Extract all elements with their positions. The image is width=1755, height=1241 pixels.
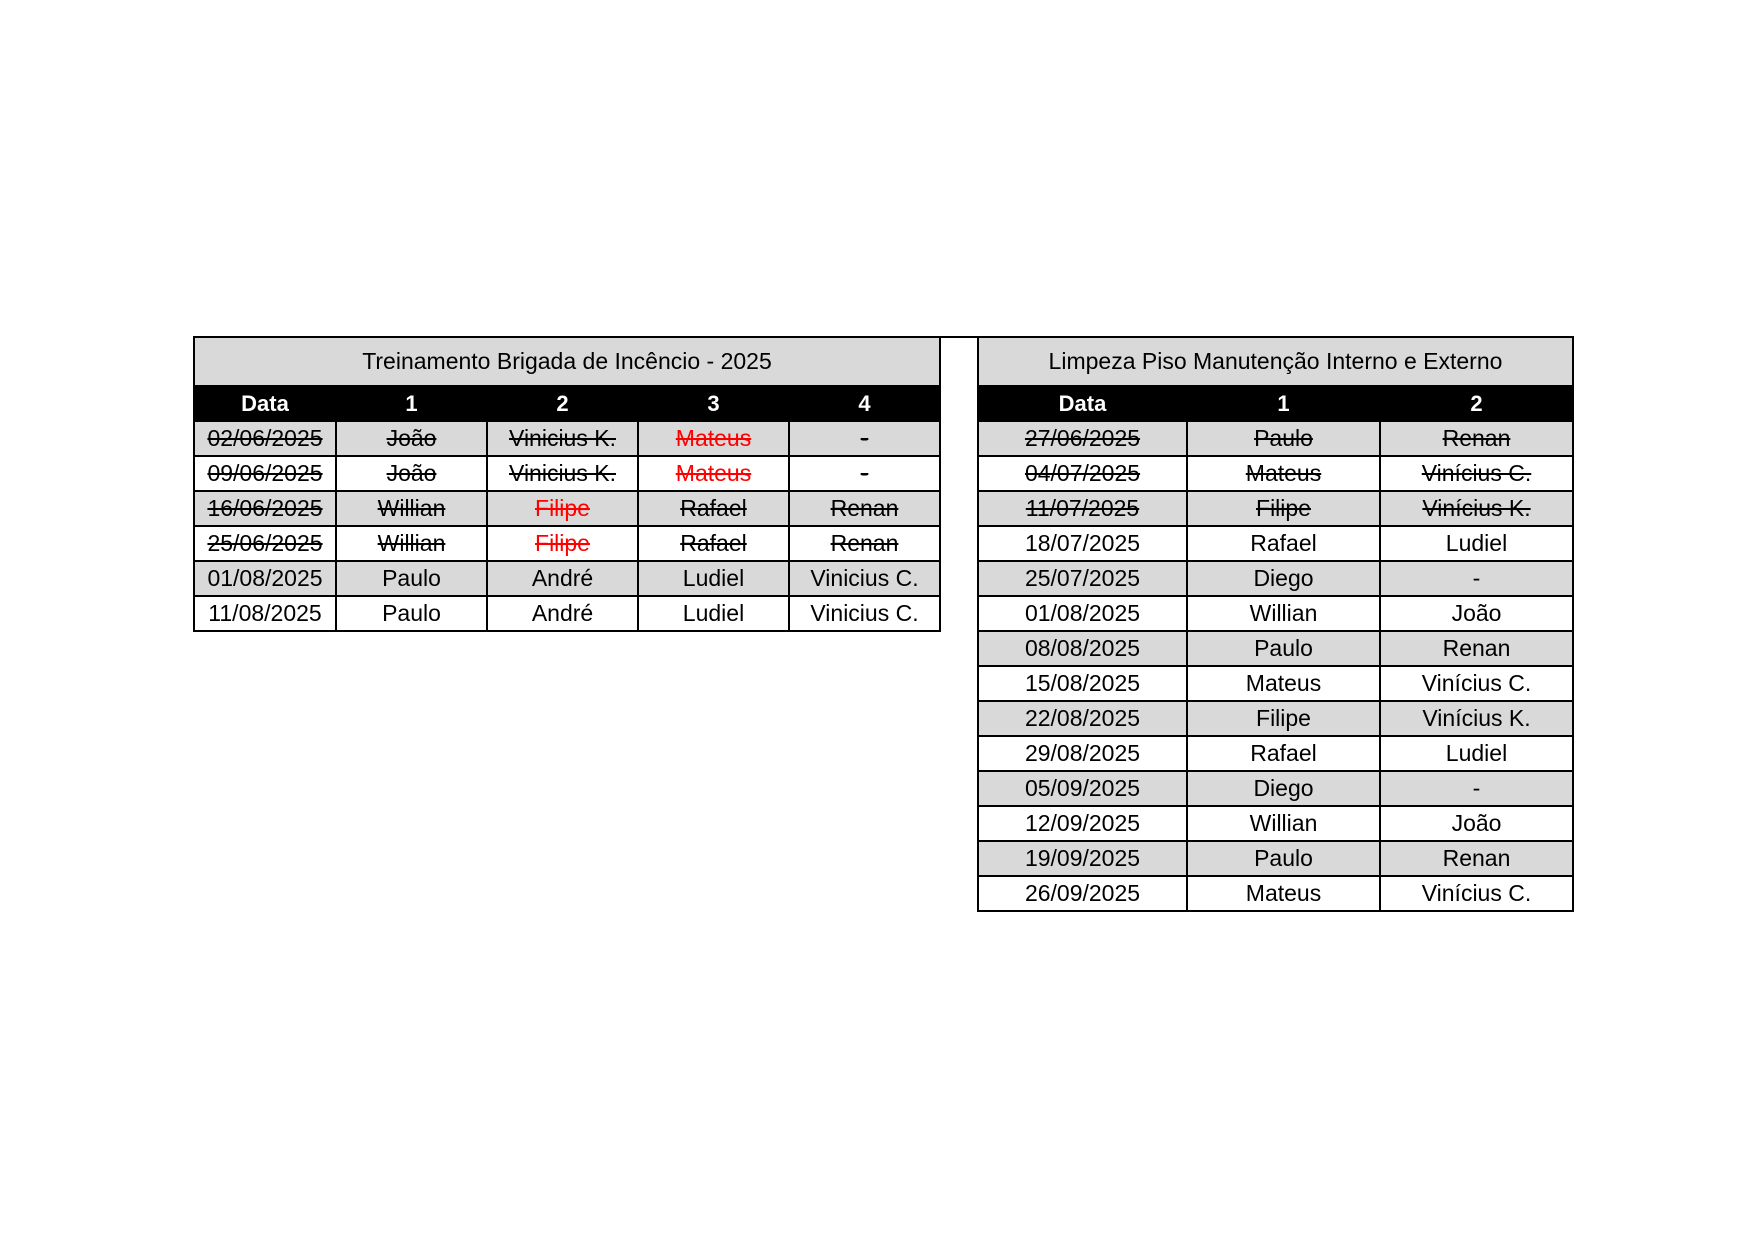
- date-cell: [978, 421, 1187, 456]
- date-cell: [194, 491, 336, 526]
- name-cell: [1187, 876, 1380, 911]
- name-text: Diego: [1253, 775, 1314, 801]
- floor-cleaning-table: [977, 336, 1574, 912]
- date-cell: [978, 526, 1187, 561]
- date-cell: [194, 561, 336, 596]
- date-cell: [194, 596, 336, 631]
- name-text: Ludiel: [1445, 740, 1508, 766]
- name-text: Ludiel: [682, 565, 745, 591]
- name-text: Paulo: [1254, 845, 1313, 871]
- name-text: Filipe: [535, 530, 590, 556]
- name-text: Vinicius C.: [810, 565, 919, 591]
- date-cell: [978, 456, 1187, 491]
- name-cell: [1187, 491, 1380, 526]
- name-cell: [487, 421, 638, 456]
- name-cell: [1380, 526, 1573, 561]
- name-text: André: [531, 565, 594, 591]
- name-cell: [1380, 841, 1573, 876]
- table-row: [978, 491, 1573, 526]
- name-cell: [1187, 421, 1380, 456]
- name-cell: [638, 596, 789, 631]
- date-cell: [978, 631, 1187, 666]
- name-text: Filipe: [1256, 705, 1311, 731]
- date-cell: [194, 456, 336, 491]
- date-cell: [194, 421, 336, 456]
- name-cell: [638, 421, 789, 456]
- date-text: 04/07/2025: [1024, 460, 1141, 486]
- name-text: Mateus: [1245, 880, 1322, 906]
- date-cell: [978, 771, 1187, 806]
- column-header-date: Data: [194, 386, 336, 421]
- date-text: 02/06/2025: [207, 425, 323, 451]
- table-row: [978, 631, 1573, 666]
- header-row: [978, 386, 1573, 421]
- name-cell: [1380, 491, 1573, 526]
- name-cell: [1380, 736, 1573, 771]
- name-text: Vinícius C.: [1421, 670, 1532, 696]
- date-text: 15/08/2025: [1024, 670, 1141, 696]
- table-row: [978, 666, 1573, 701]
- column-header-2: 2: [487, 386, 638, 421]
- table-row: [978, 876, 1573, 911]
- brigade-training-table: [193, 336, 941, 632]
- name-text: Paulo: [382, 600, 441, 626]
- name-text: Mateus: [675, 425, 752, 451]
- column-header-3: 3: [638, 386, 789, 421]
- date-cell: [978, 876, 1187, 911]
- name-cell: [1380, 596, 1573, 631]
- column-header-2: 2: [1380, 386, 1573, 421]
- name-text: Mateus: [675, 460, 752, 486]
- date-cell: [978, 491, 1187, 526]
- name-text: Renan: [1442, 635, 1511, 661]
- title-border-connector: [939, 336, 978, 338]
- name-cell: [336, 421, 487, 456]
- column-header-1: 1: [336, 386, 487, 421]
- name-cell: [1187, 736, 1380, 771]
- date-cell: [978, 841, 1187, 876]
- date-text: 19/09/2025: [1024, 845, 1141, 871]
- table-row: [194, 561, 940, 596]
- date-text: 11/07/2025: [1025, 495, 1140, 521]
- name-text: Vinicius K.: [509, 425, 616, 451]
- date-text: 16/06/2025: [207, 495, 323, 521]
- name-cell: [1187, 526, 1380, 561]
- name-text: -: [860, 425, 869, 451]
- name-text: Vinícius C.: [1421, 460, 1532, 486]
- date-cell: [978, 701, 1187, 736]
- name-text: Rafael: [680, 495, 747, 521]
- name-cell: [1380, 631, 1573, 666]
- date-cell: [194, 526, 336, 561]
- name-text: -: [1472, 565, 1481, 591]
- name-text: -: [860, 460, 869, 486]
- date-text: 11/08/2025: [208, 600, 322, 626]
- name-cell: [336, 526, 487, 561]
- name-cell: [789, 596, 940, 631]
- table-row: [978, 526, 1573, 561]
- name-cell: [336, 596, 487, 631]
- name-cell: [1187, 631, 1380, 666]
- date-text: 08/08/2025: [1024, 635, 1141, 661]
- name-cell: [1380, 806, 1573, 841]
- name-cell: [638, 491, 789, 526]
- name-cell: [487, 596, 638, 631]
- name-cell: [789, 421, 940, 456]
- name-text: Filipe: [535, 495, 590, 521]
- name-cell: [789, 491, 940, 526]
- name-cell: [1187, 666, 1380, 701]
- name-text: Paulo: [1254, 635, 1313, 661]
- date-cell: [978, 806, 1187, 841]
- table-row: [194, 491, 940, 526]
- name-text: Mateus: [1245, 460, 1322, 486]
- table-row: [194, 421, 940, 456]
- table-row: [194, 456, 940, 491]
- name-text: Willian: [1249, 810, 1318, 836]
- date-cell: [978, 666, 1187, 701]
- name-cell: [1380, 701, 1573, 736]
- name-cell: [638, 561, 789, 596]
- name-text: Ludiel: [682, 600, 745, 626]
- table-row: [978, 841, 1573, 876]
- date-text: 05/09/2025: [1024, 775, 1141, 801]
- name-text: Rafael: [1250, 740, 1317, 766]
- column-header-4: 4: [789, 386, 940, 421]
- date-text: 25/07/2025: [1024, 565, 1141, 591]
- name-cell: [1380, 876, 1573, 911]
- name-text: André: [531, 600, 594, 626]
- name-text: Diego: [1253, 565, 1314, 591]
- column-header-1: 1: [1187, 386, 1380, 421]
- header-row: [194, 386, 940, 421]
- name-cell: [487, 526, 638, 561]
- name-text: Paulo: [1254, 425, 1313, 451]
- name-text: Mateus: [1245, 670, 1322, 696]
- name-text: Vinícius K.: [1422, 495, 1531, 521]
- table-row: [978, 701, 1573, 736]
- name-text: Renan: [1442, 845, 1511, 871]
- name-text: Willian: [1249, 600, 1318, 626]
- date-text: 22/08/2025: [1024, 705, 1141, 731]
- name-cell: [1187, 841, 1380, 876]
- name-text: João: [1451, 600, 1502, 626]
- date-text: 09/06/2025: [207, 460, 323, 486]
- name-text: Vinícius C.: [1421, 880, 1532, 906]
- name-cell: [1187, 701, 1380, 736]
- name-cell: [1380, 771, 1573, 806]
- date-text: 29/08/2025: [1024, 740, 1141, 766]
- table-row: [194, 596, 940, 631]
- date-cell: [978, 596, 1187, 631]
- date-text: 25/06/2025: [207, 530, 323, 556]
- name-text: Vinicius C.: [810, 600, 919, 626]
- name-cell: [336, 491, 487, 526]
- name-cell: [1187, 561, 1380, 596]
- table-row: [978, 771, 1573, 806]
- date-text: 27/06/2025: [1024, 425, 1141, 451]
- name-text: Vinícius K.: [1422, 705, 1531, 731]
- name-text: -: [1472, 775, 1481, 801]
- name-text: Vinicius K.: [509, 460, 616, 486]
- name-text: Willian: [377, 530, 446, 556]
- name-cell: [487, 456, 638, 491]
- name-text: Rafael: [1250, 530, 1317, 556]
- name-cell: [1380, 561, 1573, 596]
- name-cell: [789, 561, 940, 596]
- date-text: 01/08/2025: [1024, 600, 1141, 626]
- name-cell: [1380, 421, 1573, 456]
- name-text: Paulo: [382, 565, 441, 591]
- name-cell: [487, 491, 638, 526]
- name-cell: [487, 561, 638, 596]
- name-text: Renan: [830, 530, 899, 556]
- date-text: 26/09/2025: [1024, 880, 1141, 906]
- name-cell: [638, 526, 789, 561]
- name-cell: [336, 456, 487, 491]
- date-text: 18/07/2025: [1024, 530, 1141, 556]
- table-row: [978, 561, 1573, 596]
- table-row: [978, 596, 1573, 631]
- name-text: João: [386, 425, 437, 451]
- name-cell: [1187, 596, 1380, 631]
- name-cell: [1187, 456, 1380, 491]
- date-cell: [978, 561, 1187, 596]
- name-cell: [1380, 456, 1573, 491]
- name-cell: [789, 526, 940, 561]
- date-text: 12/09/2025: [1024, 810, 1141, 836]
- name-text: Filipe: [1256, 495, 1311, 521]
- name-cell: [1380, 666, 1573, 701]
- name-text: João: [1451, 810, 1502, 836]
- table-title: Limpeza Piso Manutenção Interno e Externo: [978, 337, 1573, 386]
- table-row: [978, 421, 1573, 456]
- table-row: [978, 456, 1573, 491]
- name-text: Renan: [830, 495, 899, 521]
- name-cell: [789, 456, 940, 491]
- table-title: Treinamento Brigada de Incêncio - 2025: [194, 337, 940, 386]
- table-row: [194, 526, 940, 561]
- column-header-date: Data: [978, 386, 1187, 421]
- name-cell: [1187, 806, 1380, 841]
- name-text: Renan: [1442, 425, 1511, 451]
- table-row: [978, 736, 1573, 771]
- name-text: Willian: [377, 495, 446, 521]
- name-cell: [638, 456, 789, 491]
- name-text: Rafael: [680, 530, 747, 556]
- name-text: João: [386, 460, 437, 486]
- date-cell: [978, 736, 1187, 771]
- name-text: Ludiel: [1445, 530, 1508, 556]
- name-cell: [1187, 771, 1380, 806]
- date-text: 01/08/2025: [207, 565, 323, 591]
- table-row: [978, 806, 1573, 841]
- name-cell: [336, 561, 487, 596]
